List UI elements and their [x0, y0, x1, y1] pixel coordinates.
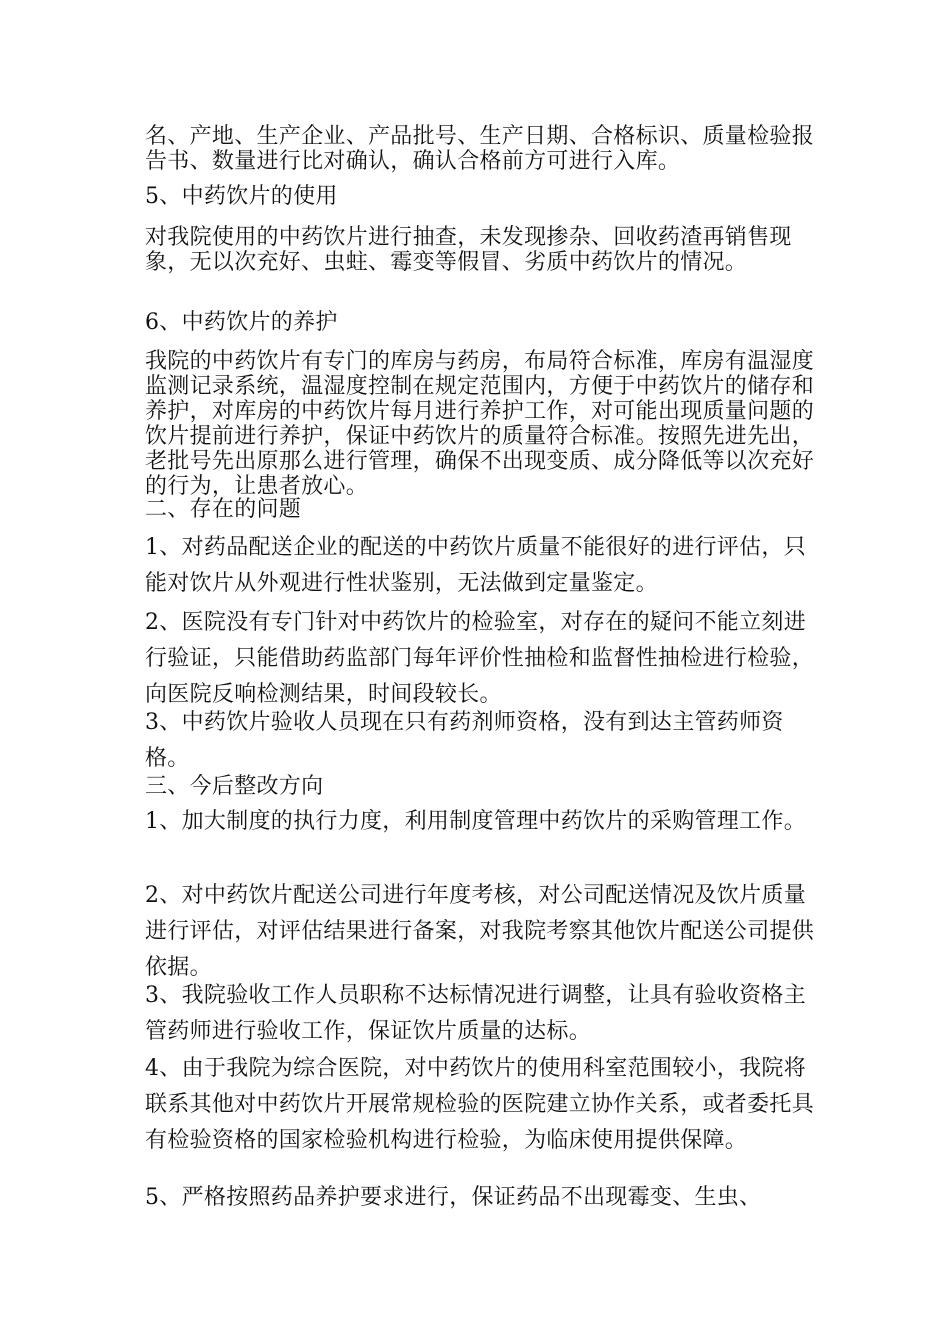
- paragraph-problem-1: 1、对药品配送企业的配送的中药饮片质量不能很好的进行评估，只能对饮片从外观进行性状鉴别，无法做到定量鉴定。: [145, 535, 806, 596]
- paragraph-maintenance: 我院的中药饮片有专门的库房与药房，布局符合标准，库房有温湿度监测记录系统，温湿度控制在规定范围内，方便于中药饮片的储存和养护，对库房的中药饮片每月进行养护工作，对可能出现质量问题的饮片提前进行养护，保证中药饮片的质量符合标准。按照先进先出，老批号先出原那么进行管理，确保不出现变质、成分降低等以次充好的行为，让患者放心。: [145, 349, 815, 499]
- paragraph-rectify-4: 4、由于我院为综合医院，对中药饮片的使用科室范围较小，我院将联系其他对中药饮片开展常规检验的医院建立协作关系，或者委托具有检验资格的国家检验机构进行检验，为临床使用提供保障。: [145, 1056, 815, 1153]
- heading-maintenance: 6、中药饮片的养护: [145, 310, 338, 335]
- heading-problems: 二、存在的问题: [145, 497, 302, 522]
- paragraph-acceptance-check: 名、产地、生产企业、产品批号、生产日期、合格标识、质量检验报告书、数量进行比对确认，确认合格前方可进行入库。: [145, 124, 815, 174]
- paragraph-rectify-3: 3、我院验收工作人员职称不达标情况进行调整，让具有验收资格主管药师进行验收工作，保证饮片质量的达标。: [145, 983, 806, 1044]
- paragraph-problem-2: 2、医院没有专门针对中药饮片的检验室，对存在的疑问不能立刻进行验证，只能借助药监部门每年评价性抽检和监督性抽检进行检验，向医院反响检测结果，时间段较长。: [145, 610, 815, 707]
- heading-rectification: 三、今后整改方向: [145, 774, 324, 799]
- paragraph-usage: 对我院使用的中药饮片进行抽查，未发现掺杂、回收药渣再销售现象，无以次充好、虫蛀、霉变等假冒、劣质中药饮片的情况。: [145, 225, 792, 275]
- paragraph-problem-3: 3、中药饮片验收人员现在只有药剂师资格，没有到达主管药师资格。: [145, 710, 784, 771]
- heading-usage: 5、中药饮片的使用: [145, 184, 338, 209]
- paragraph-rectify-2: 2、对中药饮片配送公司进行年度考核，对公司配送情况及饮片质量进行评估，对评估结果进行备案，对我院考察其他饮片配送公司提供依据。: [145, 883, 815, 980]
- paragraph-rectify-5: 5、严格按照药品养护要求进行，保证药品不出现霉变、生虫、: [145, 1185, 762, 1210]
- paragraph-rectify-1: 1、加大制度的执行力度，利用制度管理中药饮片的采购管理工作。: [145, 809, 806, 834]
